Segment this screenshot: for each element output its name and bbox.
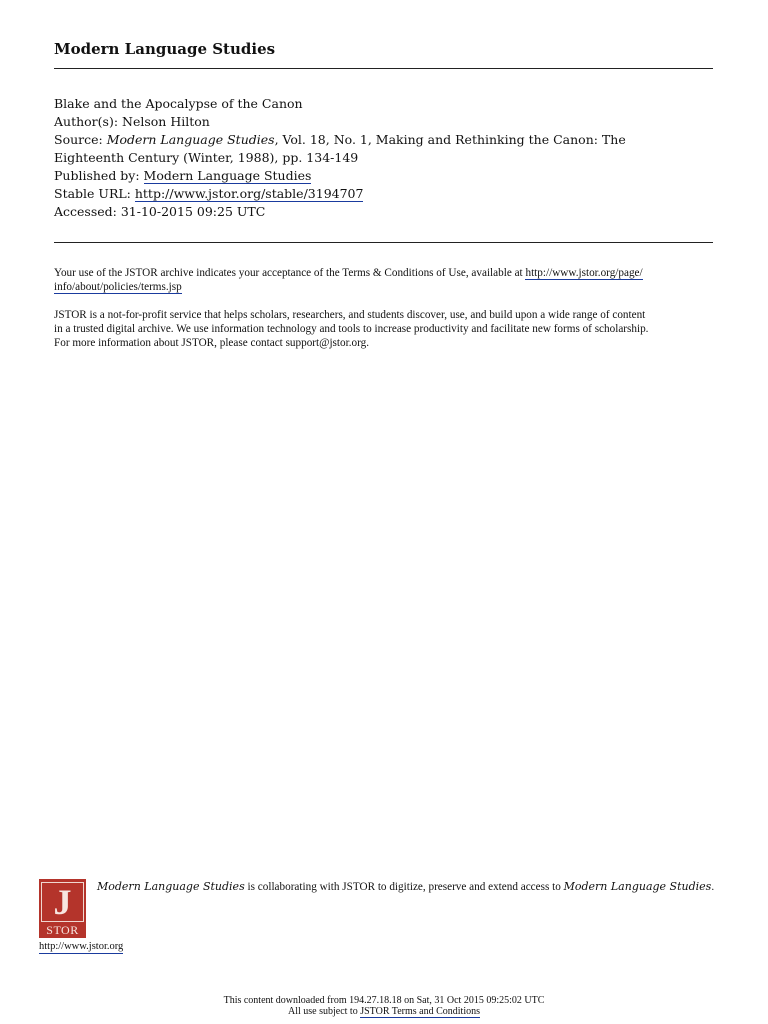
- terms-notice: [54, 266, 724, 294]
- accessed-line: Accessed: 31-10-2015 09:25 UTC: [54, 204, 266, 219]
- jstor-logo-letter: J: [41, 882, 84, 922]
- author-name: Nelson Hilton: [122, 114, 210, 129]
- publisher-link[interactable]: Modern Language Studies: [143, 168, 312, 183]
- stable-url-label: Stable URL:: [54, 186, 135, 201]
- middle-divider: [54, 242, 713, 243]
- jstor-home-link[interactable]: http://www.jstor.org: [39, 941, 124, 952]
- article-title: Blake and the Apocalypse of the Canon: [54, 96, 303, 111]
- source-journal: Modern Language Studies: [106, 132, 275, 147]
- source-line-2: Eighteenth Century (Winter, 1988), pp. 134-149: [54, 150, 359, 165]
- journal-title: Modern Language Studies: [54, 40, 276, 58]
- terms-footer-prefix: All use subject to: [288, 1006, 361, 1017]
- jstor-logo[interactable]: [39, 879, 86, 938]
- terms-footer: [0, 1006, 768, 1018]
- about-line-2: in a trusted digital archive. We use information technology and tools to increase productivity and facilitate new forms of scholarship.: [54, 323, 649, 335]
- terms-footer-link[interactable]: JSTOR Terms and Conditions: [360, 1006, 480, 1017]
- stable-url-line: [54, 185, 714, 203]
- stable-url-link[interactable]: http://www.jstor.org/stable/3194707: [134, 186, 364, 201]
- terms-text: Your use of the JSTOR archive indicates your acceptance of the Terms & Conditions of Use, available at: [54, 267, 526, 279]
- collab-middle: is collaborating with JSTOR to digitize, preserve and extend access to: [244, 881, 564, 893]
- download-notice: This content downloaded from 194.27.18.18 on Sat, 31 Oct 2015 09:25:02 UTC: [223, 995, 545, 1006]
- jstor-logo-text: STOR: [46, 923, 79, 937]
- source-details: , Vol. 18, No. 1, Making and Rethinking the Canon: The: [274, 132, 626, 147]
- top-divider: [54, 68, 713, 69]
- published-label: Published by:: [54, 168, 144, 183]
- source-label: Source:: [54, 132, 107, 147]
- terms-link-continued[interactable]: info/about/policies/terms.jsp: [54, 281, 182, 293]
- about-line-3: For more information about JSTOR, please contact support@jstor.org.: [54, 337, 370, 349]
- publisher-line: [54, 167, 714, 185]
- terms-link[interactable]: http://www.jstor.org/page/: [525, 267, 643, 279]
- article-metadata: [54, 95, 714, 221]
- jstor-about: [54, 308, 724, 350]
- collab-journal-2: Modern Language Studies: [563, 880, 712, 893]
- source-line: [54, 131, 714, 149]
- collab-journal-1: Modern Language Studies: [97, 880, 245, 893]
- author-label: Author(s):: [54, 114, 123, 129]
- collaboration-statement: [97, 880, 714, 893]
- collab-end: .: [711, 881, 715, 893]
- author-line: [54, 113, 714, 131]
- about-line-1: JSTOR is a not-for-profit service that helps scholars, researchers, and students discover, use, and build upon a wide range of content: [54, 309, 646, 321]
